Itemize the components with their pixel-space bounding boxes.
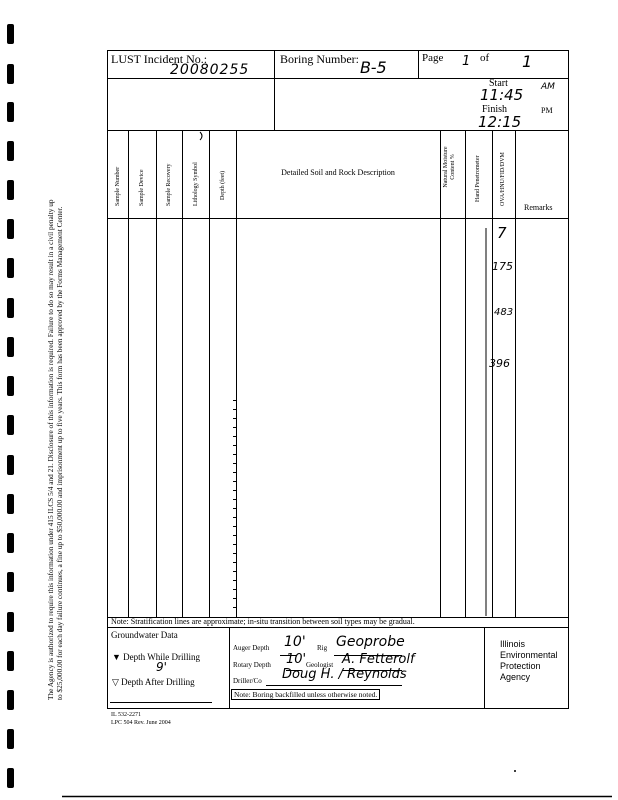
ova-reading: 396 [489, 357, 510, 370]
page-value: 1 [462, 54, 471, 69]
start-value: 11:45 [480, 86, 524, 104]
agency-block [500, 639, 558, 683]
auger-label: Auger Depth [233, 644, 270, 652]
while-drilling-label: Depth While Drilling [123, 652, 200, 662]
after-drilling-row [112, 677, 195, 688]
geologist-label: Geologist [306, 661, 334, 669]
groundwater-title: Groundwater Data [111, 630, 178, 640]
geologist-value: A. Fetterolf [342, 652, 415, 667]
legal-notice-line: to $25,000.00 for each day failure continues, a fine up to $50,000.00 and imprisonment up to five years. This form has been approved by the Forms Management Center. [55, 206, 64, 700]
col-ova: OVA/HNU/FID/DVM [500, 152, 506, 206]
driller-value: Doug H. / Reynolds [282, 667, 407, 682]
page-label: Page [422, 52, 444, 64]
stratification-note: Note: Stratification lines are approximate; in-situ transition between soil types may be gradual. [111, 617, 415, 626]
rig-label: Rig [317, 644, 328, 652]
col-penetrometer: Hand Penetrometer [475, 155, 481, 202]
start-label: Start [489, 78, 508, 89]
pm-label: PM [541, 106, 553, 115]
col-moisture: Natural Moisture Content % [443, 146, 456, 188]
col-remarks: Remarks [524, 203, 553, 212]
of-label: of [480, 52, 490, 64]
col-sample-number: Sample Number [115, 166, 121, 206]
rotary-value: 10' [286, 652, 307, 667]
driller-label: Driller/Co [233, 677, 262, 685]
scan-dot [514, 770, 516, 772]
triangle-outline-icon: ▽ [112, 677, 119, 687]
while-drilling-value: 9' [156, 660, 167, 674]
triangle-filled-icon: ▼ [112, 652, 121, 662]
finish-value: 12:15 [478, 113, 522, 131]
after-drilling-label: Depth After Drilling [121, 677, 195, 687]
agency-line: Illinois [500, 639, 526, 649]
boring-label: Boring Number: [280, 52, 359, 66]
agency-line: Agency [500, 672, 531, 682]
col-sample-device: Sample Device [139, 169, 145, 206]
ova-reading: 483 [494, 307, 514, 318]
col-description: Detailed Soil and Rock Description [281, 168, 395, 177]
rig-value: Geoprobe [336, 634, 405, 650]
form-footer [111, 711, 171, 727]
hand-mark [200, 132, 202, 140]
form-number: IL 532-2271 [111, 712, 141, 718]
col-sample-recovery: Sample Recovery [166, 163, 172, 206]
form-border [108, 51, 569, 709]
finish-label: Finish [482, 104, 508, 115]
auger-value: 10' [284, 634, 306, 650]
incident-value: 20080255 [170, 62, 250, 78]
boring-value: B-5 [360, 58, 387, 77]
col-depth: Depth (feet) [220, 170, 226, 200]
incident-label: LUST Incident No.: [111, 52, 208, 66]
rotary-label: Rotary Depth [233, 661, 271, 669]
am-label: AM [541, 82, 555, 92]
agency-line: Protection [500, 661, 541, 671]
col-lithology-symbol: Lithology Symbol [193, 162, 199, 206]
backfill-note: Note: Boring backfilled unless otherwise noted. [231, 689, 380, 700]
form-revision: LPC 504 Rev. June 2004 [111, 720, 171, 726]
ova-reading: 175 [492, 260, 513, 273]
ova-reading: 7 [497, 224, 507, 242]
of-value: 1 [522, 52, 533, 71]
agency-line: Environmental [500, 650, 558, 660]
legal-notice-line: The Agency is authorized to require this information under 415 ILCS 5/4 and 21. Disclosure of this information is required. Failure to do so may result in a civil penalty up [46, 199, 55, 700]
